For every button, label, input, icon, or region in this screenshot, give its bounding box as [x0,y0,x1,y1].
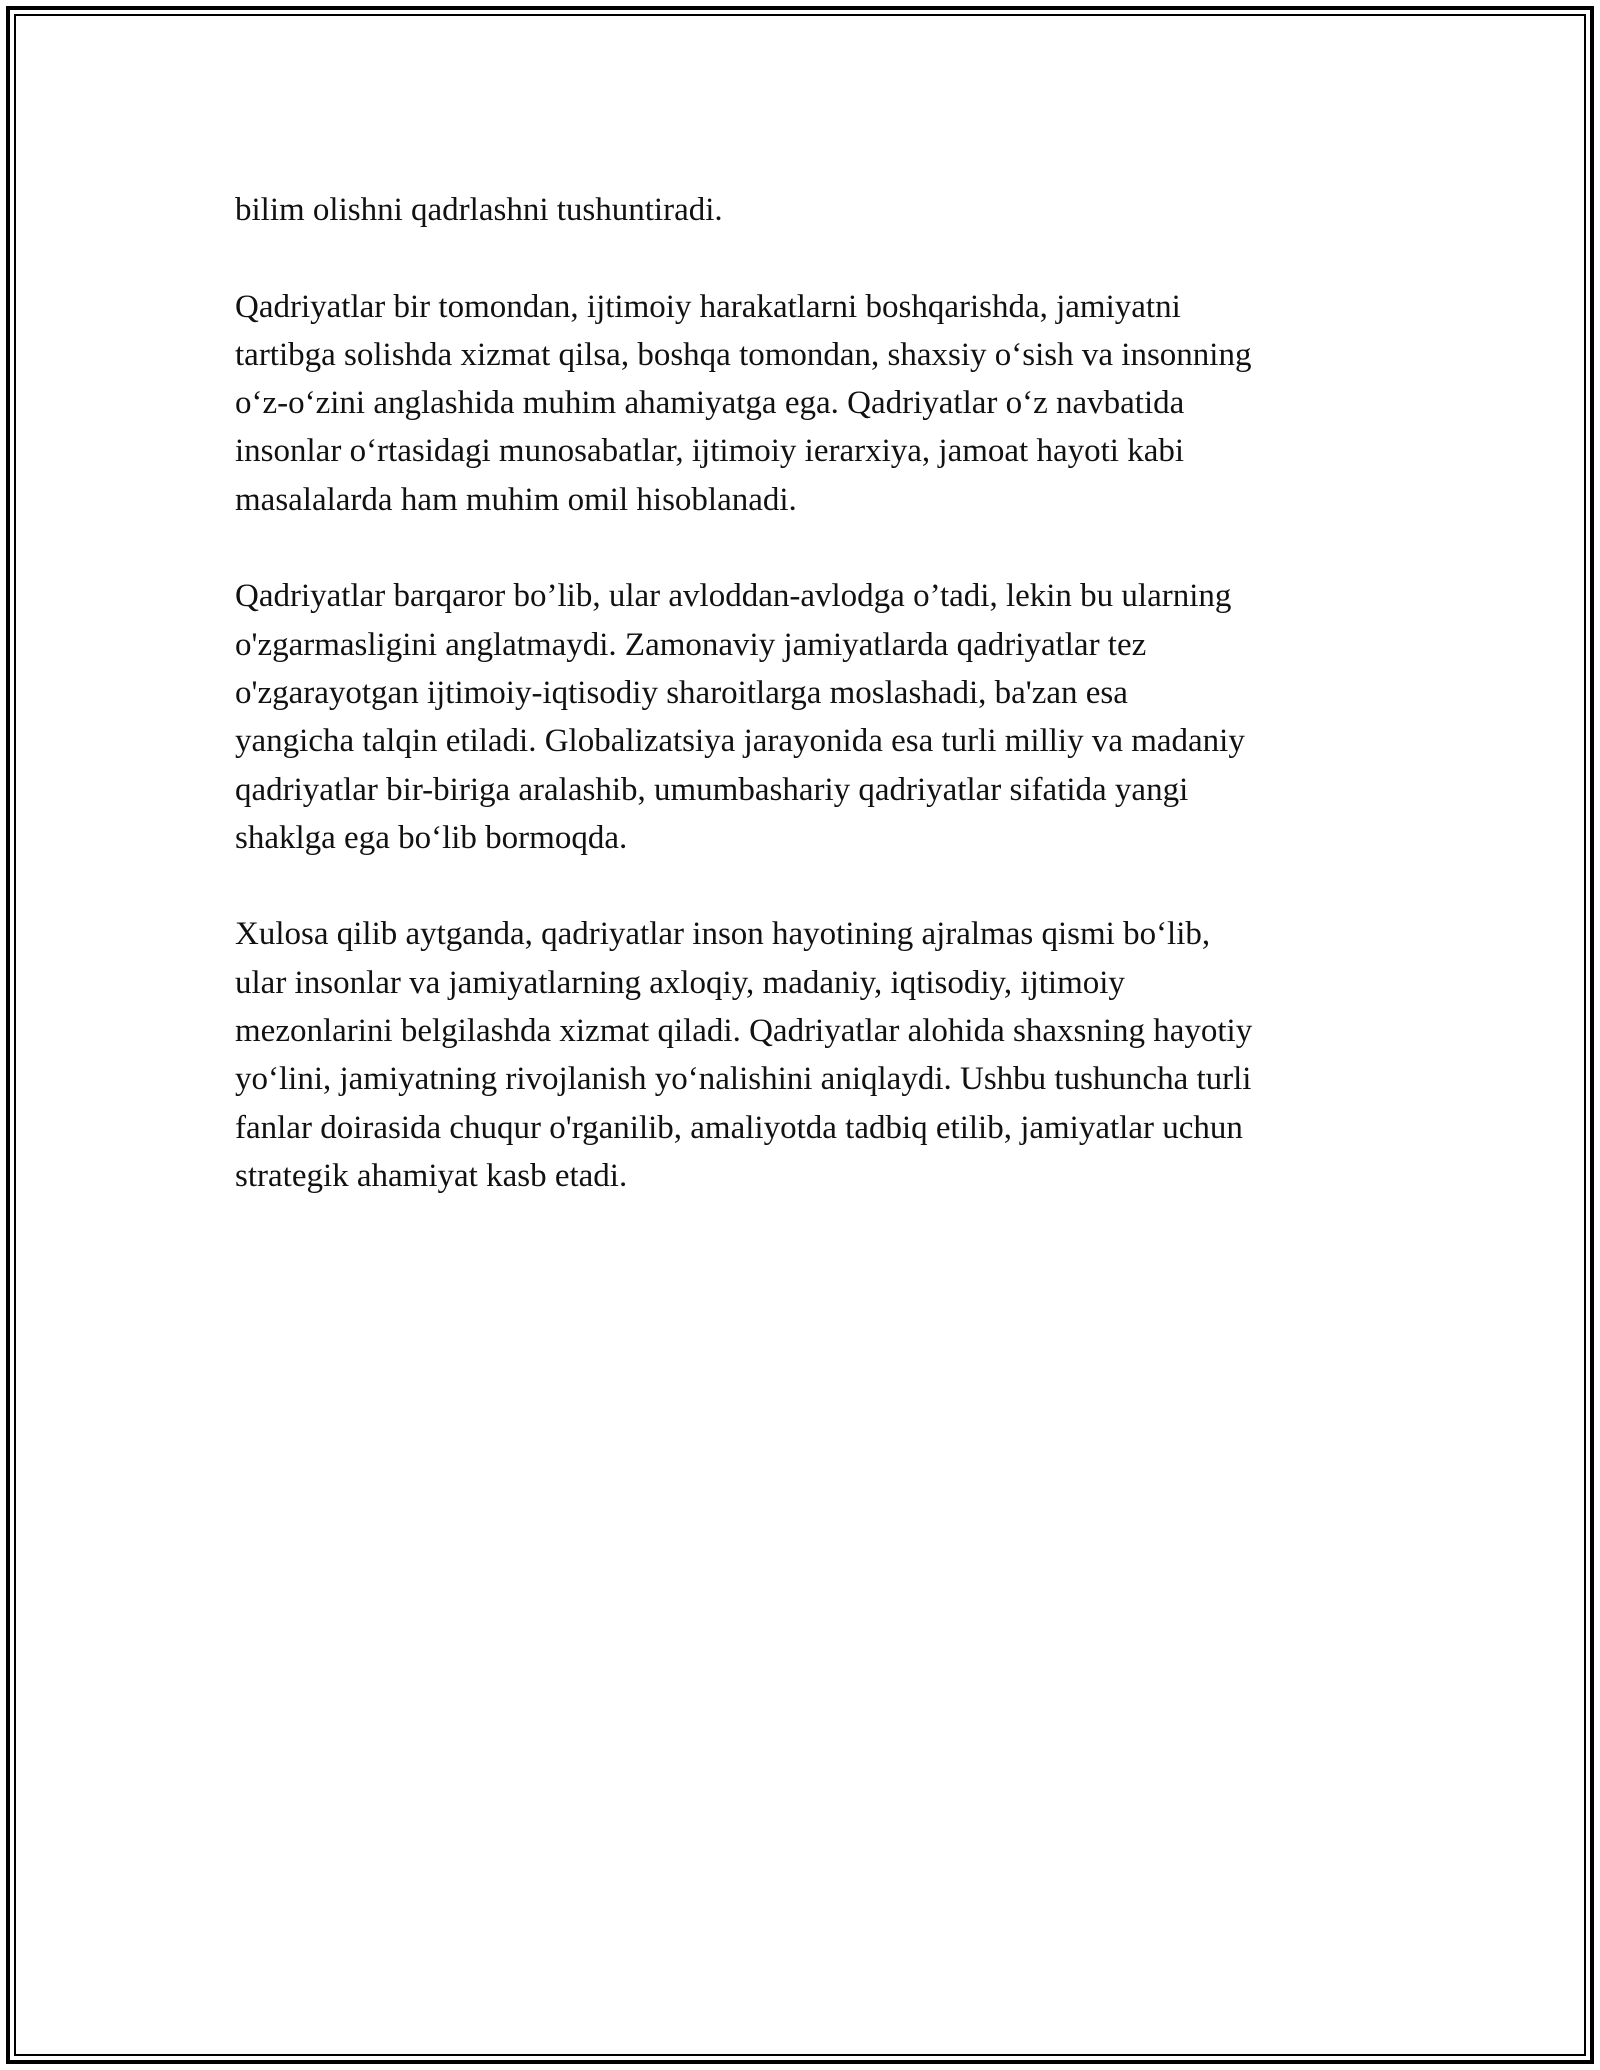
text-line: ular insonlar va jamiyatlarning axloqiy, madaniy, iqtisodiy, ijtimoiy [235,964,1125,1001]
text-line: masalalarda ham muhim omil hisoblanadi. [235,481,797,518]
text-line: Xulosa qilib aytganda, qadriyatlar inson hayotining ajralmas qismi bo‘lib, [235,916,1211,953]
text-line: Qadriyatlar bir tomondan, ijtimoiy harakatlarni boshqarishda, jamiyatni [235,288,1181,325]
text-line: yangicha talqin etiladi. Globalizatsiya jarayonida esa turli milliy va madaniy [235,723,1245,760]
text-line: qadriyatlar bir-biriga aralashib, umumbashariy qadriyatlar sifatida yangi [235,771,1189,808]
text-line: bilim olishni qadrlashni tushuntiradi. [235,192,723,228]
text-line: Qadriyatlar barqaror bo’lib, ular avloddan-avlodga o’tadi, lekin bu ularning [235,578,1232,615]
paragraph-4 [235,910,1395,1200]
paragraph-1 [235,186,1395,234]
text-line: insonlar o‘rtasidagi munosabatlar, ijtimoiy ierarxiya, jamoat hayoti kabi [235,433,1185,470]
paragraph-2 [235,283,1395,524]
text-line: yo‘lini, jamiyatning rivojlanish yo‘nalishini aniqlaydi. Ushbu tushuncha turli [235,1061,1252,1098]
text-line: tartibga solishda xizmat qilsa, boshqa tomondan, shaxsiy o‘sish va insonning [235,336,1252,373]
text-line: shaklga ega bo‘lib bormoqda. [235,819,628,856]
text-line: o'zgarmasligini anglatmaydi. Zamonaviy jamiyatlarda qadriyatlar tez [235,626,1147,663]
text-line: fanlar doirasida chuqur o'rganilib, amaliyotda tadbiq etilib, jamiyatlar uchun [235,1109,1243,1146]
text-line: o'zgarayotgan ijtimoiy-iqtisodiy sharoitlarga moslashadi, ba'zan esa [235,674,1128,711]
paragraph-3 [235,572,1395,862]
text-line: o‘z-o‘zini anglashida muhim ahamiyatga ega. Qadriyatlar o‘z navbatida [235,385,1185,422]
text-line: mezonlarini belgilashda xizmat qiladi. Qadriyatlar alohida shaxsning hayotiy [235,1013,1253,1050]
document-body [235,186,1395,1249]
text-line: strategik ahamiyat kasb etadi. [235,1157,628,1194]
